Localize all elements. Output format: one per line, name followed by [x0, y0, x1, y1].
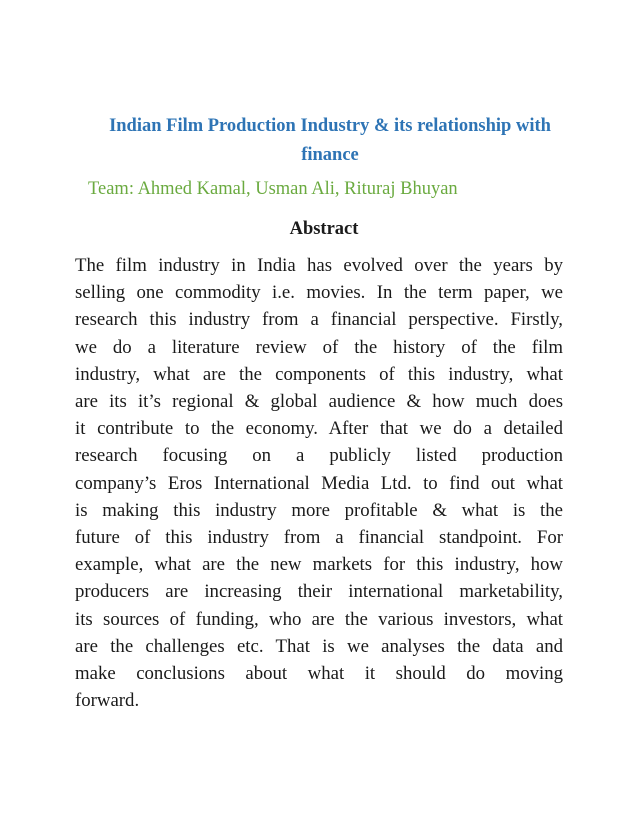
abstract-line: selling one commodity i.e. movies. In the term paper, we [75, 282, 563, 304]
abstract-line: company’s Eros International Media Ltd. to find out what [75, 472, 563, 494]
abstract-line: research this industry from a financial perspective. Firstly, [75, 309, 563, 331]
abstract-heading: Abstract [289, 219, 359, 239]
paper-title: Indian Film Production Industry & its relationship with finance [109, 116, 551, 165]
abstract-line: make conclusions about what it should do moving [75, 663, 563, 685]
abstract-line: forward. [75, 690, 140, 712]
team-line: Team: Ahmed Kamal, Usman Ali, Rituraj Bhuyan [88, 179, 458, 199]
abstract-line: example, what are the new markets for this industry, how [75, 554, 563, 576]
abstract-line: research focusing on a publicly listed production [75, 445, 563, 467]
abstract-line: are its it’s regional & global audience & how much does [75, 391, 563, 413]
abstract-line: it contribute to the economy. After that we do a detailed [75, 418, 563, 440]
abstract-line: industry, what are the components of this industry, what [75, 363, 563, 385]
abstract-line: producers are increasing their international marketability, [75, 581, 563, 603]
abstract-line: future of this industry from a financial standpoint. For [75, 527, 563, 549]
abstract-line: The film industry in India has evolved over the years by [75, 255, 563, 276]
abstract-line: are the challenges etc. That is we analyses the data and [75, 635, 563, 657]
abstract-line: is making this industry more profitable & what is the [75, 499, 563, 521]
abstract-line: its sources of funding, who are the various investors, what [75, 608, 563, 630]
abstract-body [75, 252, 563, 714]
abstract-line: we do a literature review of the history of the film [75, 336, 563, 358]
